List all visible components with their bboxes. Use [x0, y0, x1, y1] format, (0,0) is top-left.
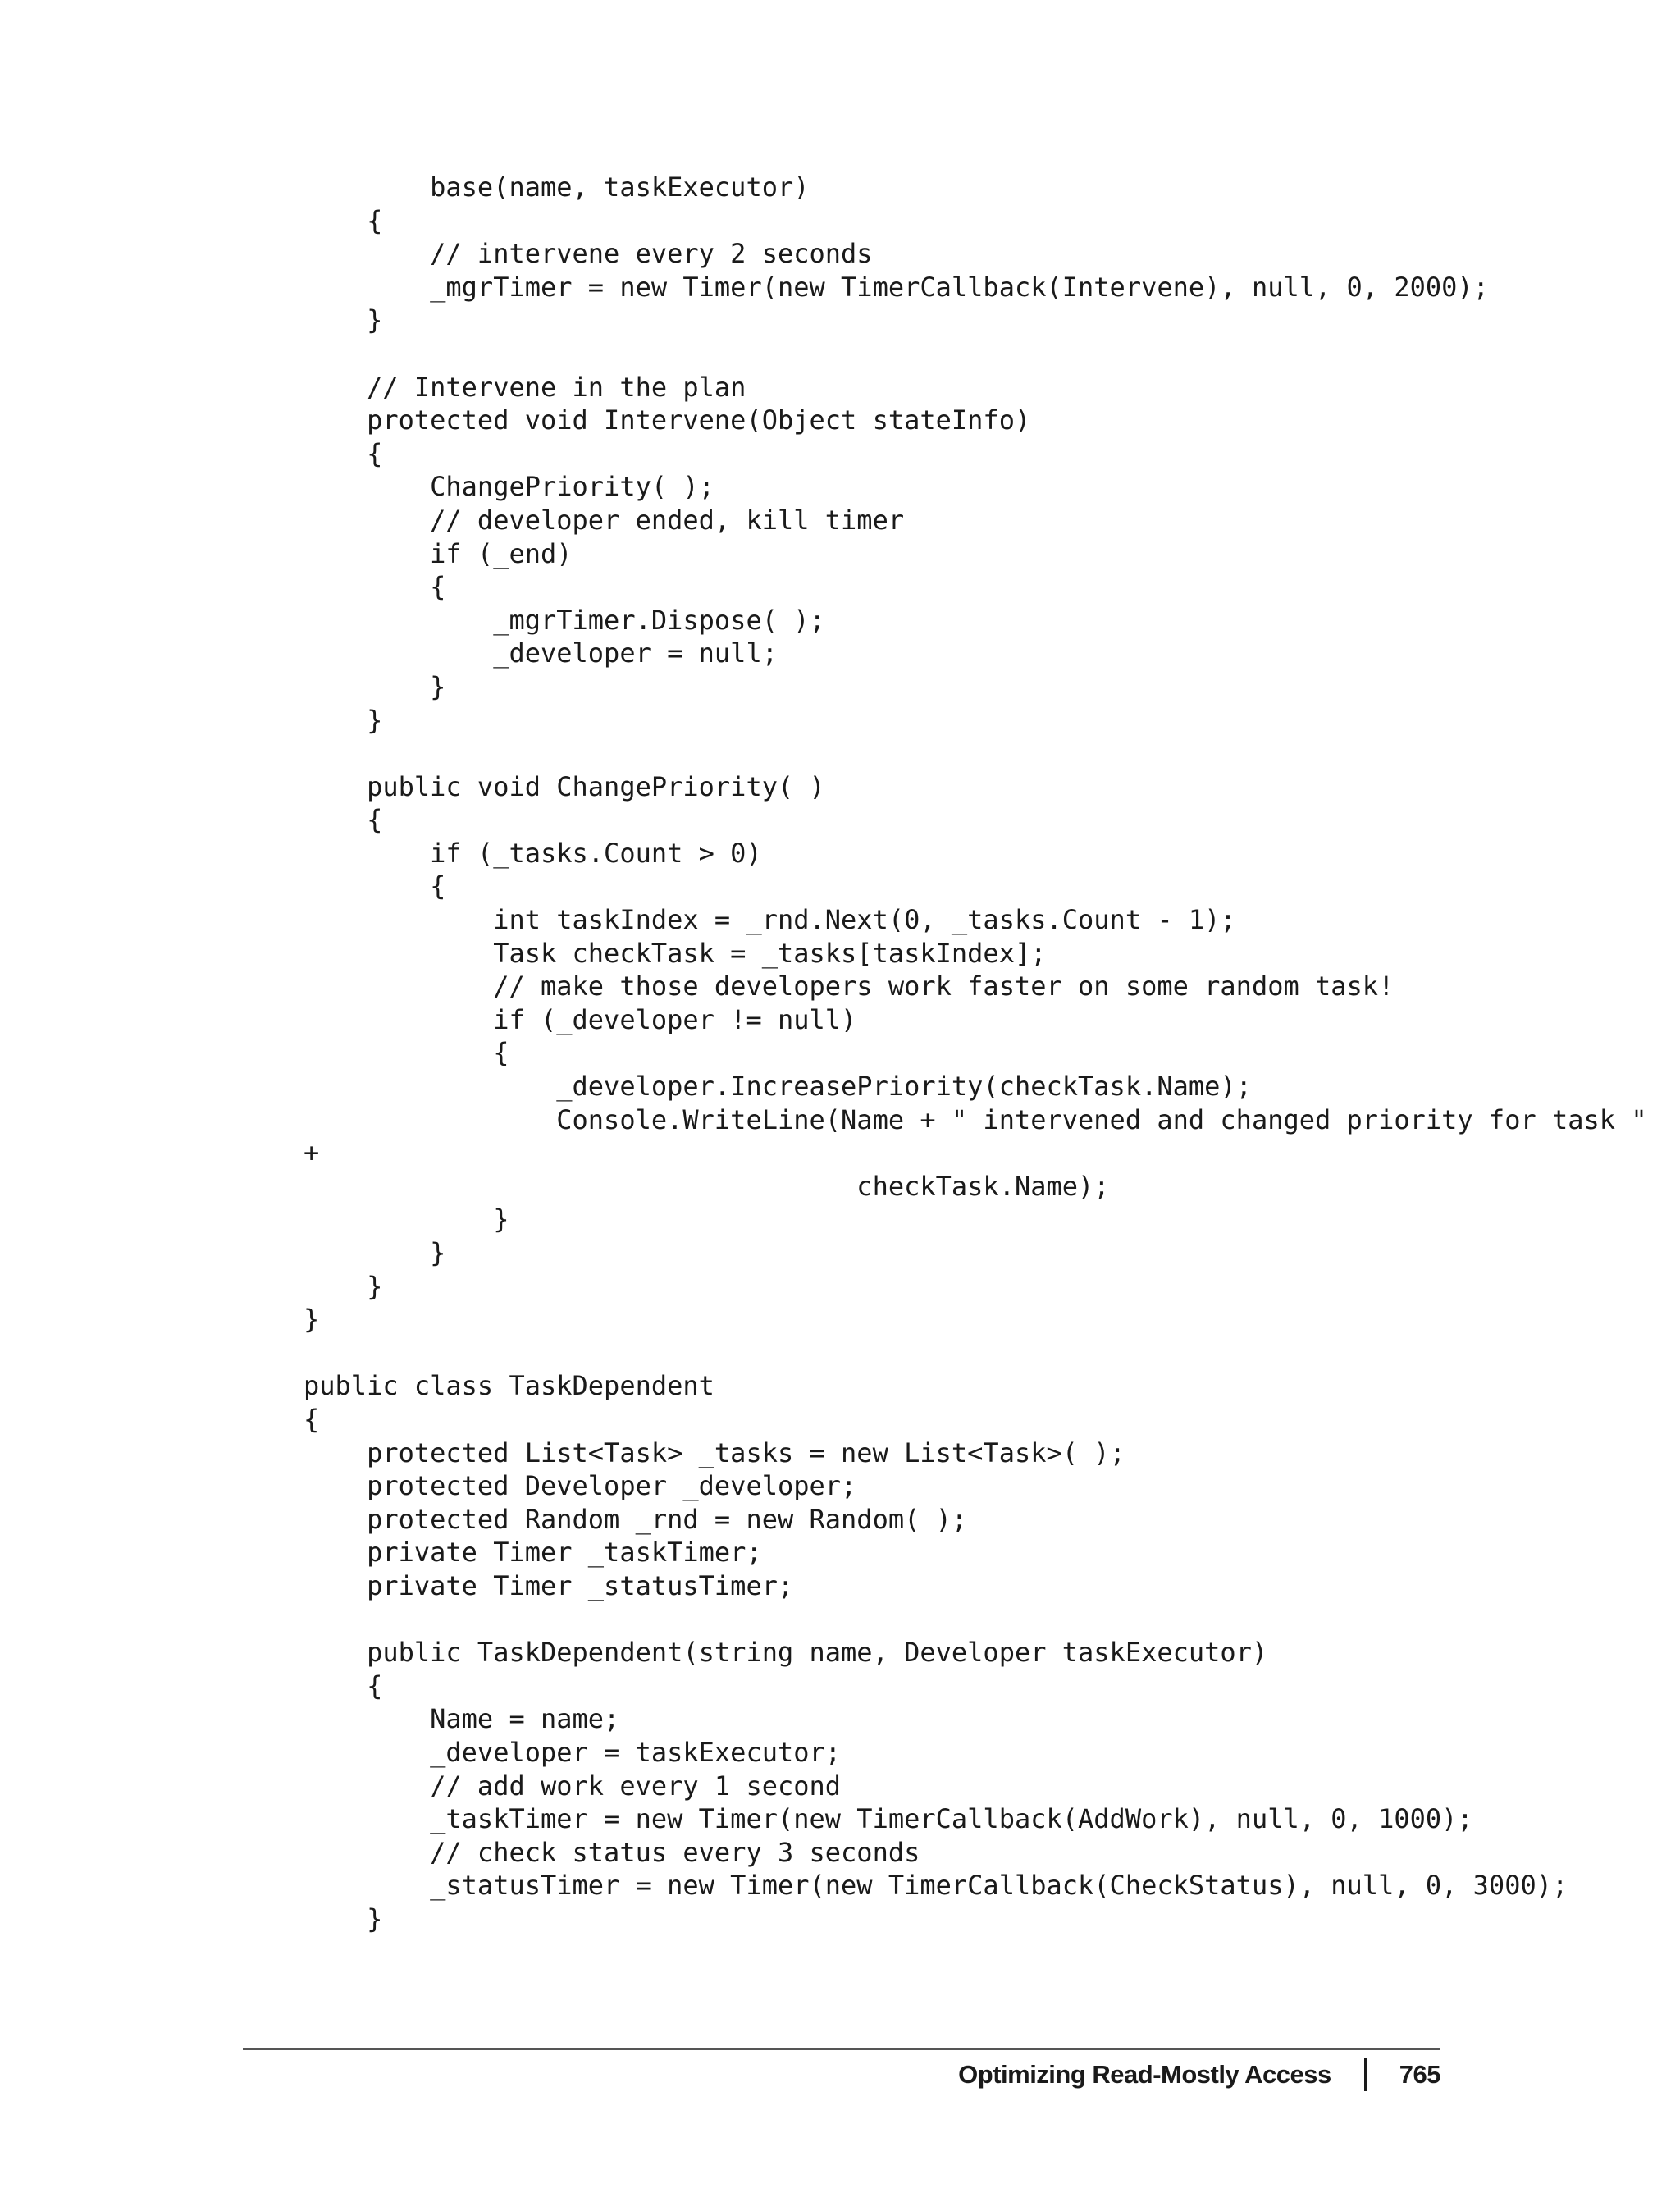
code-line: _mgrTimer.Dispose( ); — [304, 604, 825, 636]
code-line: _taskTimer = new Timer(new TimerCallback(AddWork), null, 0, 1000); — [304, 1803, 1473, 1835]
code-line: { — [304, 571, 446, 603]
code-line: public class TaskDependent — [304, 1370, 714, 1402]
code-line: } — [304, 304, 383, 336]
code-line: _developer = null; — [304, 637, 778, 669]
code-line: Task checkTask = _tasks[taskIndex]; — [304, 937, 1047, 969]
code-line: int taskIndex = _rnd.Next(0, _tasks.Count - 1); — [304, 904, 1236, 936]
page-footer — [958, 2058, 1440, 2091]
code-line: // developer ended, kill timer — [304, 504, 905, 536]
code-line: private Timer _taskTimer; — [304, 1537, 762, 1569]
code-line: Console.WriteLine(Name + " intervened and changed priority for task " — [304, 1103, 1647, 1135]
code-line: checkTask.Name); — [304, 1170, 1110, 1202]
code-listing — [304, 171, 1647, 1935]
code-line: // Intervene in the plan — [304, 371, 746, 403]
code-line: } — [304, 670, 446, 702]
code-line — [304, 737, 1647, 770]
code-line: + — [304, 1137, 320, 1169]
code-line — [304, 337, 1647, 371]
code-line: public TaskDependent(string name, Developer taskExecutor) — [304, 1637, 1268, 1669]
code-line: _mgrTimer = new Timer(new TimerCallback(Intervene), null, 0, 2000); — [304, 271, 1489, 303]
code-line: { — [304, 1669, 383, 1701]
code-line: // make those developers work faster on some random task! — [304, 971, 1395, 1003]
code-line: } — [304, 1237, 446, 1268]
code-line: _developer.IncreasePriority(checkTask.Name); — [304, 1071, 1252, 1103]
code-line: if (_end) — [304, 537, 573, 569]
code-line: public void ChangePriority( ) — [304, 770, 825, 802]
code-line: { — [304, 1403, 320, 1435]
code-line: if (_tasks.Count > 0) — [304, 837, 762, 869]
footer-section-title: Optimizing Read-Mostly Access — [958, 2060, 1331, 2089]
footer-separator — [1364, 2058, 1367, 2091]
code-line: } — [304, 1902, 383, 1934]
page-number: 765 — [1399, 2060, 1440, 2089]
code-line: { — [304, 1037, 509, 1069]
code-line: } — [304, 1203, 509, 1235]
code-line: Name = name; — [304, 1703, 620, 1735]
code-line: } — [304, 1304, 320, 1336]
code-line: protected Random _rnd = new Random( ); — [304, 1503, 968, 1535]
code-line: } — [304, 704, 383, 736]
code-line: { — [304, 204, 383, 236]
code-line: // check status every 3 seconds — [304, 1836, 920, 1868]
code-line: if (_developer != null) — [304, 1003, 857, 1035]
code-line: { — [304, 870, 446, 902]
code-line: protected Developer _developer; — [304, 1470, 857, 1502]
code-line: { — [304, 804, 383, 836]
code-line — [304, 1603, 1647, 1637]
footer-divider — [243, 2048, 1440, 2050]
code-line: _developer = taskExecutor; — [304, 1736, 842, 1768]
code-line: // add work every 1 second — [304, 1770, 842, 1802]
code-line: // intervene every 2 seconds — [304, 238, 873, 270]
code-line: { — [304, 437, 383, 469]
code-line: protected List<Task> _tasks = new List<Task>( ); — [304, 1436, 1125, 1468]
code-line — [304, 1336, 1647, 1370]
code-line: } — [304, 1270, 383, 1302]
code-line: ChangePriority( ); — [304, 471, 714, 503]
code-line: _statusTimer = new Timer(new TimerCallback(CheckStatus), null, 0, 3000); — [304, 1870, 1568, 1902]
code-line: base(name, taskExecutor) — [304, 171, 810, 203]
code-line: private Timer _statusTimer; — [304, 1569, 794, 1601]
code-line: protected void Intervene(Object stateInfo) — [304, 404, 1031, 436]
